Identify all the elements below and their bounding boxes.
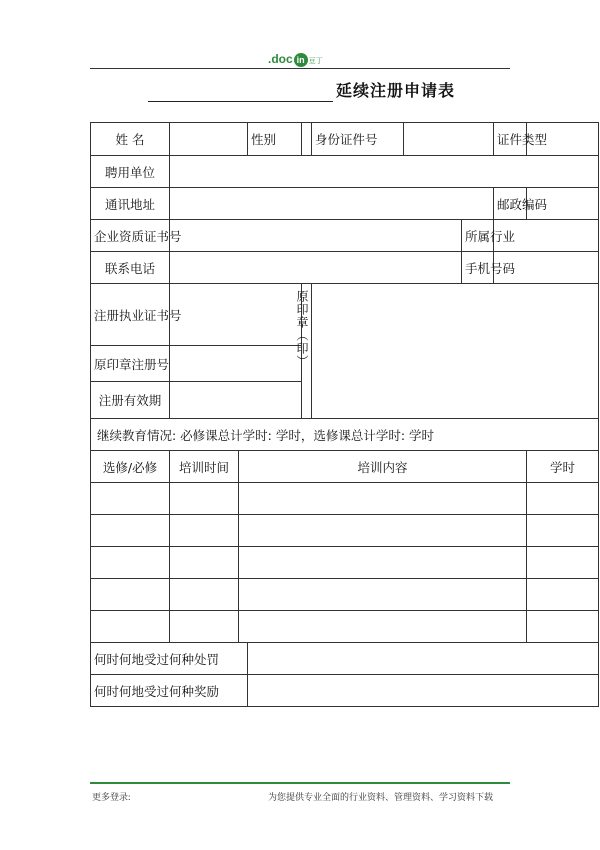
input-employer[interactable]: [170, 156, 599, 188]
form-title: [148, 78, 478, 104]
title-blank-line[interactable]: [148, 101, 333, 102]
footer-rule: [90, 782, 510, 784]
label-penalty: 何时何地受过何种处罚: [91, 643, 248, 675]
label-valid-period: 注册有效期: [91, 382, 170, 419]
label-postcode: 邮政编码: [494, 188, 527, 220]
seal-label: 原印章（印）: [302, 284, 312, 419]
training-row: [91, 483, 599, 515]
input-address[interactable]: [170, 188, 494, 220]
cell-content[interactable]: [239, 611, 527, 643]
label-award: 何时何地受过何种奖励: [91, 675, 248, 707]
input-penalty[interactable]: [248, 643, 599, 675]
training-row: [91, 515, 599, 547]
label-address: 通讯地址: [91, 188, 170, 220]
input-gender[interactable]: [302, 123, 312, 156]
seal-stamp-area[interactable]: [312, 284, 599, 419]
label-name: 姓 名: [91, 123, 170, 156]
label-id-number: 身份证件号: [312, 123, 404, 156]
label-license-number: 注册执业证书号: [91, 284, 170, 346]
cell-content[interactable]: [239, 483, 527, 515]
title-text: 延续注册申请表: [336, 81, 456, 100]
cell-content[interactable]: [239, 515, 527, 547]
training-row: [91, 579, 599, 611]
label-phone: 联系电话: [91, 252, 170, 284]
cell-hours[interactable]: [527, 483, 599, 515]
cell-type[interactable]: [91, 515, 170, 547]
application-form: [90, 122, 599, 707]
header-training-time: 培训时间: [170, 451, 239, 483]
label-employer: 聘用单位: [91, 156, 170, 188]
footer-more-login[interactable]: 更多登录:: [92, 792, 131, 802]
training-row: [91, 611, 599, 643]
cell-time[interactable]: [170, 483, 239, 515]
header-hours: 学时: [527, 451, 599, 483]
cell-type[interactable]: [91, 579, 170, 611]
cell-hours[interactable]: [527, 515, 599, 547]
cell-type[interactable]: [91, 547, 170, 579]
continuing-education: 继续教育情况: 必修课总计学时: 学时，选修课总计学时: 学时: [91, 419, 599, 451]
cell-hours[interactable]: [527, 579, 599, 611]
input-seal-reg-number[interactable]: [170, 346, 302, 382]
input-award[interactable]: [248, 675, 599, 707]
header-training-content: 培训内容: [239, 451, 527, 483]
label-mobile: 手机号码: [462, 252, 494, 284]
label-gender: 性别: [248, 123, 302, 156]
training-row: [91, 547, 599, 579]
header-elective-required: 选修/必修: [91, 451, 170, 483]
label-id-type: 证件类型: [494, 123, 527, 156]
cell-type[interactable]: [91, 483, 170, 515]
header-rule: [90, 68, 510, 69]
cell-content[interactable]: [239, 579, 527, 611]
cell-hours[interactable]: [527, 547, 599, 579]
cell-type[interactable]: [91, 611, 170, 643]
input-phone[interactable]: [170, 252, 462, 284]
label-seal-reg-number: 原印章注册号: [91, 346, 170, 382]
cell-content[interactable]: [239, 547, 527, 579]
docin-logo: .doc in 豆丁: [268, 52, 323, 66]
label-industry: 所属行业: [462, 220, 494, 252]
input-id-number[interactable]: [404, 123, 494, 156]
input-valid-period[interactable]: [170, 382, 302, 419]
cell-time[interactable]: [170, 515, 239, 547]
cell-time[interactable]: [170, 547, 239, 579]
footer-tagline: 为您提供专业全面的行业资料、管理资料、学习资料下载: [268, 792, 494, 802]
input-name[interactable]: [170, 123, 248, 156]
input-qualification-cert[interactable]: [170, 220, 462, 252]
label-qualification-cert: 企业资质证书号: [91, 220, 170, 252]
cell-time[interactable]: [170, 611, 239, 643]
input-license-number[interactable]: [170, 284, 302, 346]
cell-time[interactable]: [170, 579, 239, 611]
cell-hours[interactable]: [527, 611, 599, 643]
